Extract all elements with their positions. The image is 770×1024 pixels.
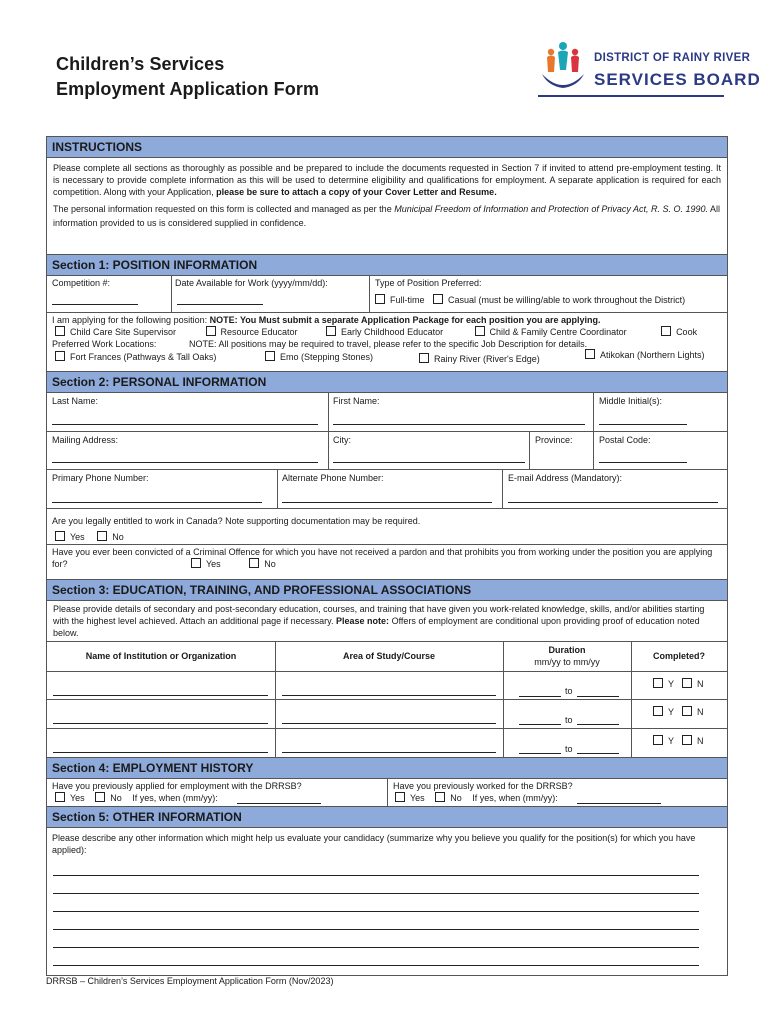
locations-note: NOTE: All positions may be required to travel, please refer to the specific Job Description for details. [189,339,588,349]
y-label: Y [668,707,675,717]
applying-statement [52,314,601,326]
column-completed: Completed? [652,651,705,661]
section-4-heading: Section 4: EMPLOYMENT HISTORY [47,757,727,779]
competition-label: Competition #: [52,278,111,288]
other-information-line[interactable] [53,965,699,966]
emo-checkbox[interactable] [265,351,275,361]
column-duration-format: mm/yy to mm/yy [534,657,600,667]
logo-text-line-1: DISTRICT OF RAINY RIVER [594,52,751,64]
institution-field[interactable] [53,723,268,724]
n-label: N [697,736,704,746]
location-label: Fort Frances (Pathways & Tall Oaks) [70,352,217,362]
applied-when-field[interactable] [237,803,321,804]
logo-underline [538,95,724,97]
casual-label: Casual (must be willing/able to work throughout the District) [448,295,686,305]
position-option-label: Resource Educator [220,327,298,337]
position-option-label: Early Childhood Educator [341,327,444,337]
legal-no-checkbox[interactable] [97,531,107,541]
worked-when-label: If yes, when (mm/yy): [472,793,558,803]
privacy-text: The personal information requested on this form is collected and managed as per the [53,204,392,214]
date-available-label: Date Available for Work (yyyy/mm/dd): [175,278,328,288]
n-label: N [697,679,704,689]
province-label: Province: [535,435,573,445]
location-rainy-river [419,353,540,365]
completed-yes-checkbox[interactable] [653,735,663,745]
column-institution: Name of Institution or Organization [85,651,237,661]
position-options [55,326,697,338]
previously-applied-options [55,792,218,804]
position-option-label: Child & Family Centre Coordinator [489,327,627,337]
column-area-of-study: Area of Study/Course [342,651,436,661]
resource-educator-checkbox[interactable] [206,326,216,336]
duration-to-field[interactable] [577,696,619,697]
application-form [46,136,728,976]
instructions-attach-note: please be sure to attach a copy of your Cover Letter and Resume. [216,187,497,197]
atikokan-checkbox[interactable] [585,349,595,359]
duration-from-field[interactable] [519,753,561,754]
duration-to-field[interactable] [577,753,619,754]
name-row [47,393,727,431]
casual-checkbox[interactable] [433,294,443,304]
legal-yes-checkbox[interactable] [55,531,65,541]
area-of-study-field[interactable] [282,695,496,696]
applied-yes-checkbox[interactable] [55,792,65,802]
postal-code-field[interactable] [599,462,687,463]
fulltime-label: Full-time [390,295,425,305]
section-1-heading: Section 1: POSITION INFORMATION [47,254,727,276]
legal-entitlement-question: Are you legally entitled to work in Canada? Note supporting documentation may be required. [52,516,421,526]
duration-from-field[interactable] [519,696,561,697]
position-option-label: Child Care Site Supervisor [70,327,177,337]
location-emo [265,351,373,363]
yes-label: Yes [70,793,85,803]
instructions-paragraph-2 [53,198,721,230]
completed-yes-checkbox[interactable] [653,706,663,716]
completed-options [653,706,704,718]
applying-note: NOTE: You Must submit a separate Application Package for each position you are applying. [209,315,601,325]
page-title [56,52,319,102]
position-type-label: Type of Position Preferred: [375,278,482,288]
duration-to-label: to [565,686,573,696]
other-information-body [47,828,727,975]
legal-entitlement-options [55,531,124,543]
completed-no-checkbox[interactable] [682,706,692,716]
instructions-body [47,158,727,254]
instructions-heading: INSTRUCTIONS [47,137,727,158]
instructions-paragraph-1 [53,158,721,198]
area-of-study-field[interactable] [282,723,496,724]
locations-label: Preferred Work Locations: [52,339,157,349]
applied-when-label: If yes, when (mm/yy): [132,793,218,803]
worked-when-field[interactable] [577,803,661,804]
duration-from-field[interactable] [519,724,561,725]
completed-options [653,735,704,747]
no-label: No [450,793,462,803]
organization-logo [538,40,761,102]
previously-applied-question: Have you previously applied for employment with the DRRSB? [52,781,302,791]
privacy-confidence-text: All information provided to us is considered supplied in confidence. [53,204,721,228]
mailing-address-field[interactable] [52,462,318,463]
other-information-line[interactable] [53,947,699,948]
address-row [47,432,727,469]
completed-no-checkbox[interactable] [682,678,692,688]
education-note-text: Offers of employment are conditional upon providing proof of education noted below. [53,616,700,638]
criminal-yes-checkbox[interactable] [191,558,201,568]
last-name-field[interactable] [52,424,318,425]
yes-label: Yes [410,793,425,803]
applying-label: I am applying for the following position: [52,315,208,325]
rainy-river-checkbox[interactable] [419,353,429,363]
city-field[interactable] [333,462,525,463]
location-atikokan [585,349,705,361]
fort-frances-checkbox[interactable] [55,351,65,361]
institution-field[interactable] [53,695,268,696]
mailing-address-label: Mailing Address: [52,435,119,445]
alternate-phone-field[interactable] [282,502,492,503]
privacy-act-name: Municipal Freedom of Information and Protection of Privacy Act, R. S. O. 1990. [394,204,709,214]
competition-field[interactable] [52,304,138,305]
previously-worked-options [395,792,558,804]
section-5-heading: Section 5: OTHER INFORMATION [47,806,727,828]
middle-initial-field[interactable] [599,424,687,425]
location-label: Atikokan (Northern Lights) [600,350,705,360]
other-information-line[interactable] [53,911,699,912]
worked-yes-checkbox[interactable] [395,792,405,802]
email-label: E-mail Address (Mandatory): [508,473,623,483]
duration-to-label: to [565,715,573,725]
location-fort-frances [55,351,216,363]
title-line-2: Employment Application Form [56,79,320,99]
education-intro-text: Please provide details of secondary and post-secondary education, courses, and training that have given you work-related knowledge, skills, and/or abilities starting with the highest level achieved. Attach an additional page if necessary. [53,604,705,626]
postal-code-label: Postal Code: [599,435,651,445]
y-label: Y [668,679,675,689]
last-name-label: Last Name: [52,396,99,406]
instructions-text: Please complete all sections as thoroughly as possible and be prepared to include the documents requested in Section 7 if invited to attend pre-employment testing. It is necessary to provide complete information as this will be used to determine eligibility and qualifications for employment. A separate application is required for each competition. Along with your Application, [53,163,721,197]
employment-history-row [47,779,727,806]
first-name-label: First Name: [333,396,380,406]
alternate-phone-label: Alternate Phone Number: [282,473,384,483]
section-3-heading: Section 3: EDUCATION, TRAINING, AND PROFESSIONAL ASSOCIATIONS [47,579,727,601]
phone-row [47,470,727,508]
cook-checkbox[interactable] [661,326,671,336]
email-field[interactable] [508,502,718,503]
no-label: No [264,559,276,569]
middle-initial-label: Middle Initial(s): [599,396,663,406]
people-hands-logo-icon [538,40,588,98]
primary-phone-field[interactable] [52,502,262,503]
location-label: Emo (Stepping Stones) [280,352,374,362]
duration-to-field[interactable] [577,724,619,725]
child-care-site-supervisor-checkbox[interactable] [55,326,65,336]
y-label: Y [668,736,675,746]
completed-yes-checkbox[interactable] [653,678,663,688]
primary-phone-label: Primary Phone Number: [52,473,149,483]
completed-options [653,678,704,690]
column-duration: Duration [548,645,586,655]
other-information-line[interactable] [53,893,699,894]
fulltime-checkbox[interactable] [375,294,385,304]
city-label: City: [333,435,351,445]
date-available-field[interactable] [177,304,263,305]
previously-worked-question: Have you previously worked for the DRRSB? [393,781,573,791]
yes-label: Yes [206,559,221,569]
area-of-study-field[interactable] [282,752,496,753]
other-information-line[interactable] [53,875,699,876]
section-1-row-1 [47,276,727,312]
no-label: No [110,793,122,803]
first-name-field[interactable] [333,424,585,425]
child-family-centre-coordinator-checkbox[interactable] [475,326,485,336]
section-1-row-2 [47,313,727,371]
eligibility-row [47,509,727,579]
position-option-label: Cook [676,327,698,337]
other-information-prompt: Please describe any other information which might help us evaluate your candidacy (summarize why you believe you qualify for the position(s) for which you have applied): [52,833,696,855]
education-note-label: Please note: [336,616,390,626]
applied-no-checkbox[interactable] [95,792,105,802]
other-information-line[interactable] [53,929,699,930]
no-label: No [112,532,124,542]
criminal-offence-question: Have you ever been convicted of a Criminal Offence for which you have not received a pardon and that prohibits you from working under the position you are applying for? [52,547,713,569]
page-footer: DRRSB – Children’s Services Employment Application Form (Nov/2023) [46,976,334,986]
education-intro [47,601,727,641]
yes-label: Yes [70,532,85,542]
title-line-1: Children’s Services [56,54,225,74]
location-label: Rainy River (River's Edge) [434,354,540,364]
criminal-no-checkbox[interactable] [249,558,259,568]
worked-no-checkbox[interactable] [435,792,445,802]
n-label: N [697,707,704,717]
criminal-offence-options [191,558,276,570]
early-childhood-educator-checkbox[interactable] [326,326,336,336]
section-2-heading: Section 2: PERSONAL INFORMATION [47,371,727,393]
completed-no-checkbox[interactable] [682,735,692,745]
duration-to-label: to [565,744,573,754]
education-table [47,641,727,757]
institution-field[interactable] [53,752,268,753]
position-type-options [375,294,685,306]
logo-text-line-2: SERVICES BOARD [594,70,761,89]
